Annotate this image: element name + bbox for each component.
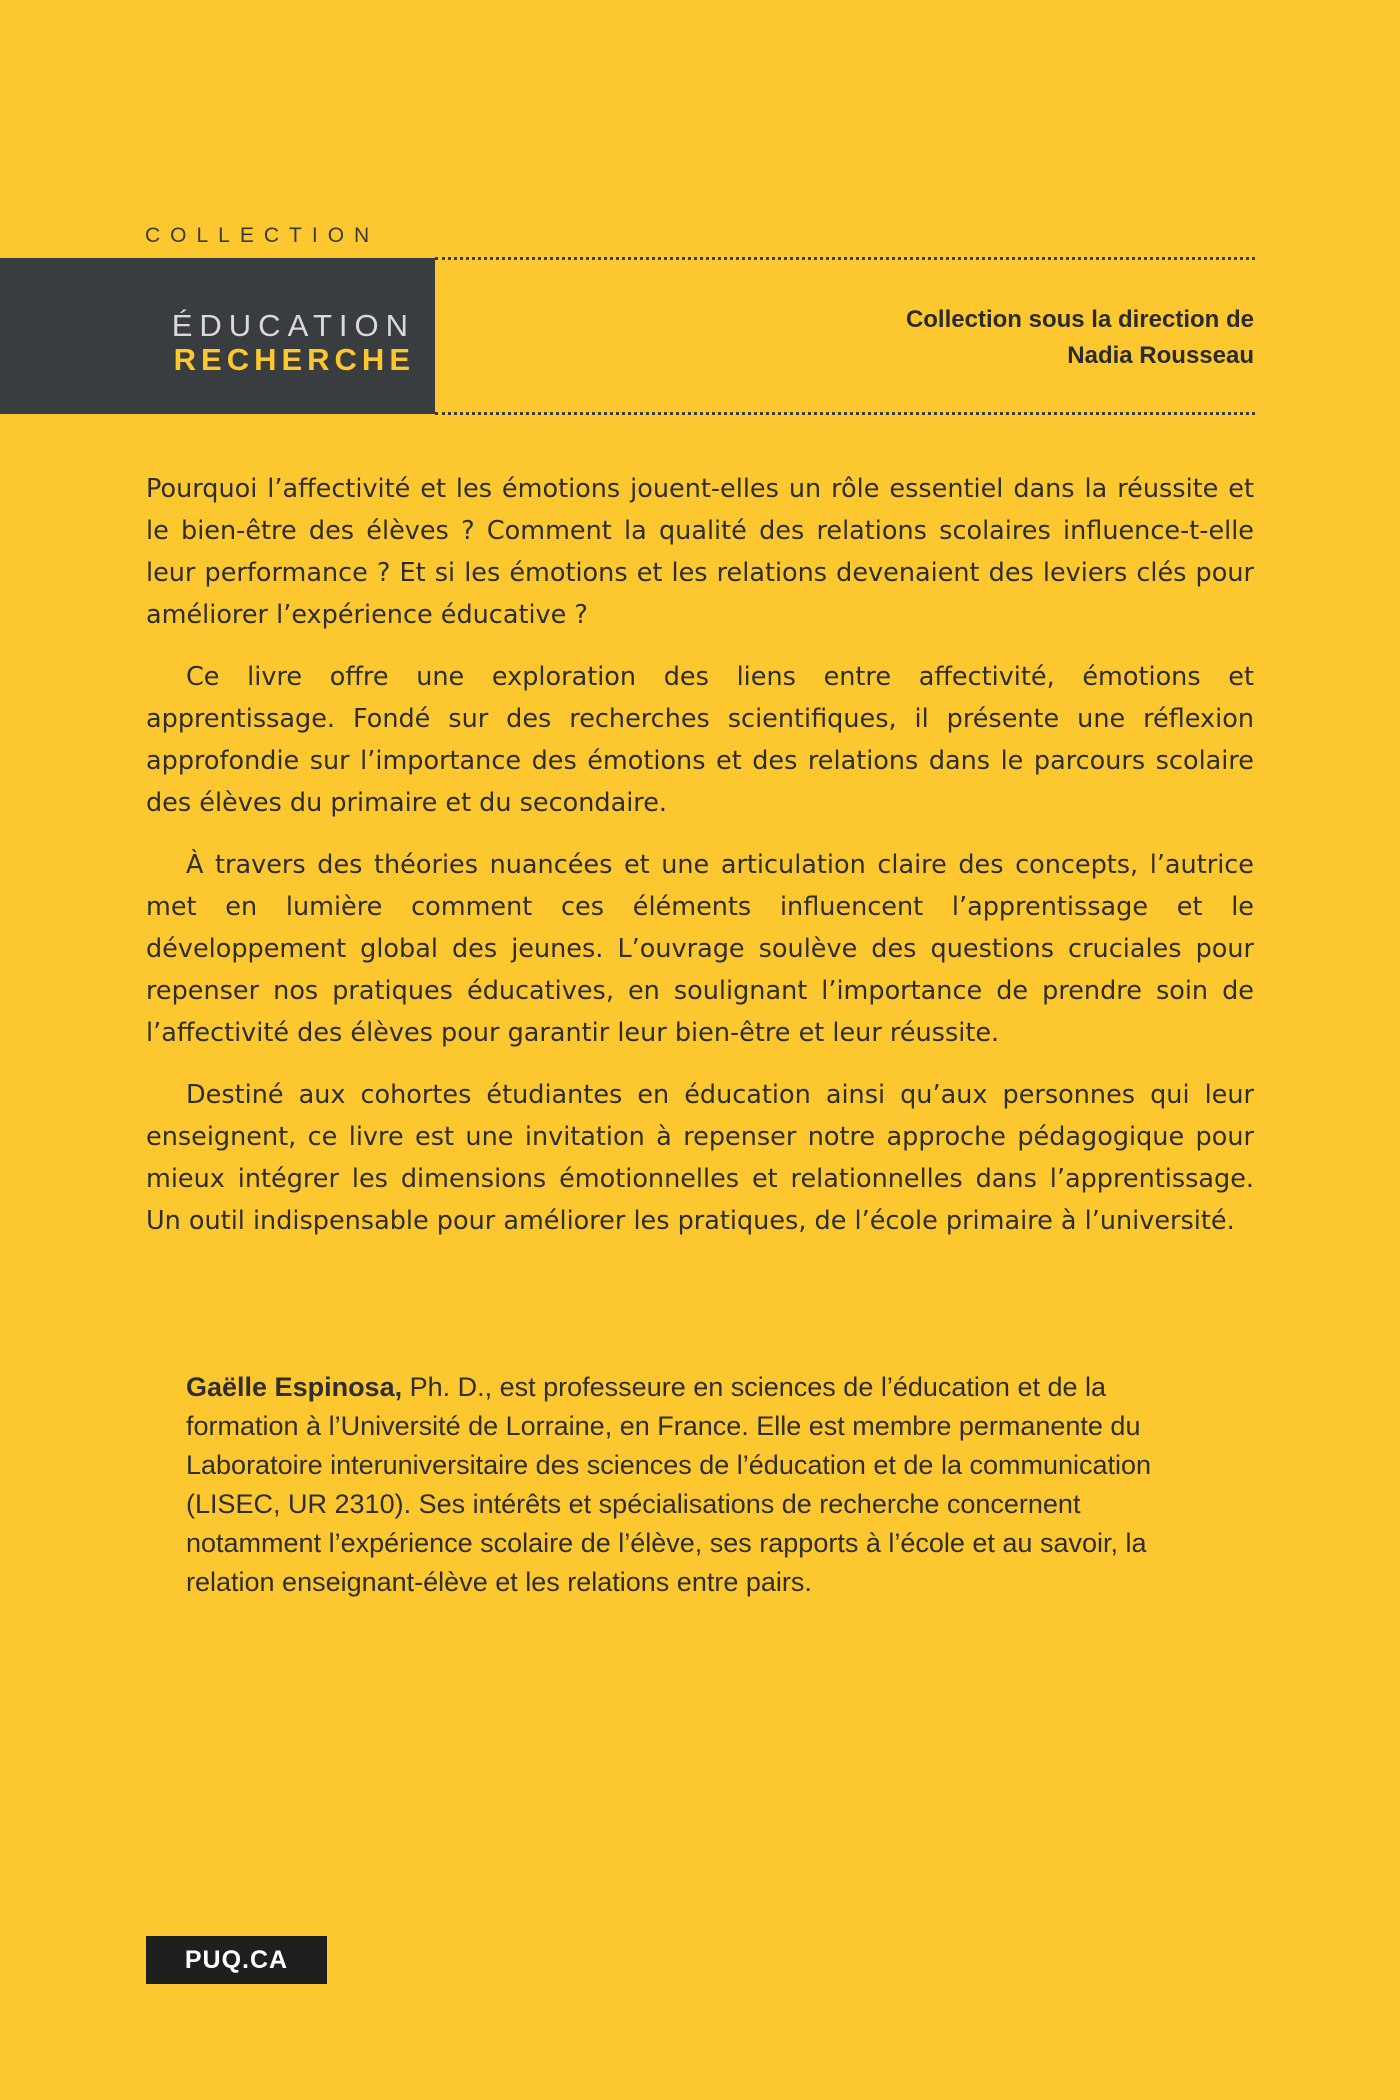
direction-label: Collection sous la direction de — [905, 306, 1254, 333]
book-summary — [146, 468, 1254, 1262]
dotted-rule-bottom — [435, 412, 1255, 415]
author-bio — [186, 1368, 1216, 1602]
series-title-education: ÉDUCATION — [171, 308, 415, 343]
series-logo-block — [0, 258, 435, 414]
dotted-rule-top — [435, 257, 1255, 260]
summary-paragraph-1: Pourquoi l’affectivité et les émotions jouent-elles un rôle essentiel dans la réussite et le bien-être des élèves ? Comment la qualité des relations scolaires influence-t-elle leur performance ? Et si les émotions et les relations devenaient des leviers clés pour améliorer l’expérience éducative ? — [146, 474, 1254, 630]
summary-paragraph-3: À travers des théories nuancées et une articulation claire des concepts, l’autrice met en lumière comment ces éléments influencent l’apprentissage et le développement global des jeunes. L’ouvrage soulève des questions cruciales pour repenser nos pratiques éducatives, en soulignant l’importance de prendre soin de l’affectivité des élèves pour garantir leur bien-être et leur réussite. — [146, 850, 1254, 1048]
summary-paragraph-2: Ce livre offre une exploration des liens entre affectivité, émotions et apprentissage. Fondé sur des recherches scientifiques, il présente une réflexion approfondie sur l’importance des émotions et des relations dans le parcours scolaire des élèves du primaire et du secondaire. — [146, 662, 1254, 818]
collection-direction — [906, 302, 1254, 374]
author-name: Gaëlle Espinosa, — [186, 1372, 403, 1402]
direction-editor-name: Nadia Rousseau — [1067, 342, 1254, 369]
collection-label: COLLECTION — [145, 224, 380, 247]
series-title-recherche: RECHERCHE — [173, 342, 415, 377]
author-bio-text: Ph. D., est professeure en sciences de l’éducation et de la formation à l’Université de Lorraine, en France. Elle est membre permanente du Laboratoire interuniversitaire des sciences de l’éducation et de la communication (LISEC, UR 2310). Ses intérêts et spécialisations de recherche concernent notamment l’expérience scolaire de l’élève, ses rapports à l’école et au savoir, la relation enseignant-élève et les relations entre pairs. — [186, 1372, 1152, 1597]
publisher-badge[interactable]: PUQ.CA — [146, 1936, 327, 1984]
summary-paragraph-4: Destiné aux cohortes étudiantes en éducation ainsi qu’aux personnes qui leur enseignent, ce livre est une invitation à repenser notre approche pédagogique pour mieux intégrer les dimensions émotionnelles et relationnelles dans l’apprentissage. Un outil indispensable pour améliorer les pratiques, de l’école primaire à l’université. — [146, 1080, 1254, 1236]
